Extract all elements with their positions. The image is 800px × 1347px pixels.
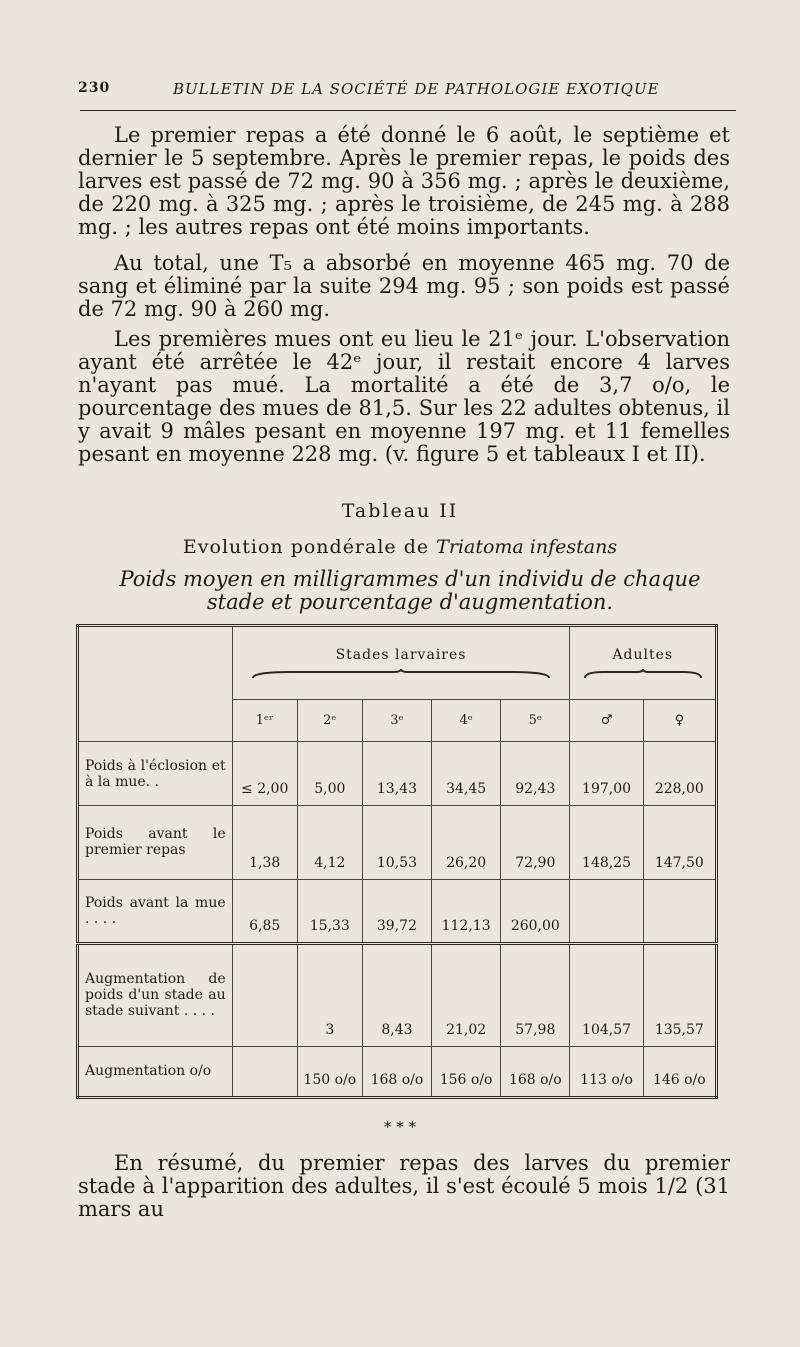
table-cell: 197,00 [570, 742, 643, 806]
col-stage-1: 1ᵉʳ [232, 700, 297, 742]
header-rule [80, 110, 736, 111]
corner-cell [78, 626, 233, 742]
brace-adults [583, 669, 703, 679]
table-cell: 10,53 [362, 805, 431, 879]
table-row [78, 879, 717, 943]
table-cell: 1,38 [232, 805, 297, 879]
brace-larvae [251, 669, 551, 679]
table-cell: 168 o/o [362, 1046, 431, 1097]
col-male: ♂ [570, 700, 643, 742]
col-stage-5: 5ᵉ [501, 700, 570, 742]
table-cell: 57,98 [501, 943, 570, 1046]
table-cell: 4,12 [297, 805, 362, 879]
adults-header [570, 626, 717, 700]
paragraph-4: En résumé, du premier repas des larves du premier stade à l'apparition des adultes, il s'est écoulé 5 mois 1/2 (31 mars au [78, 1151, 730, 1221]
table-cell: 3 [297, 943, 362, 1046]
table-cell: 150 o/o [297, 1046, 362, 1097]
table-cell: 135,57 [643, 943, 716, 1046]
table-cell: 39,72 [362, 879, 431, 943]
paragraph-3: Les premières mues ont eu lieu le 21ᵉ jour. L'observation ayant été arrêtée le 42ᵉ jour, il restait encore 4 larves n'ayant pas mué. La mortalité a été de 3,7 o/o, le pourcentage des mues de 81,5. Sur les 22 adultes obtenus, il y avait 9 mâles pesant en moyenne 197 mg. et 11 femelles pesant en moyenne 228 mg. (v. figure 5 et tableaux I et II). [78, 327, 730, 466]
row-label: Augmentation o/o [78, 1046, 233, 1097]
table-cell: ≤ 2,00 [232, 742, 297, 806]
col-stage-3: 3ᵉ [362, 700, 431, 742]
col-stage-2: 2ᵉ [297, 700, 362, 742]
table-cell: 112,13 [432, 879, 501, 943]
row-label: Poids avant le premier repas [78, 805, 233, 879]
table-cell: 26,20 [432, 805, 501, 879]
table-cell: 6,85 [232, 879, 297, 943]
col-stage-4: 4ᵉ [432, 700, 501, 742]
table-cell: 228,00 [643, 742, 716, 806]
table-row [78, 1046, 717, 1097]
row-label: Poids avant la mue . . . . [78, 879, 233, 943]
table-cell: 260,00 [501, 879, 570, 943]
table-cell: 147,50 [643, 805, 716, 879]
section-mark: * * * [383, 1118, 417, 1136]
table-cell: 15,33 [297, 879, 362, 943]
page-number: 230 [78, 80, 111, 96]
table-row [78, 943, 717, 1046]
table-cell: 168 o/o [501, 1046, 570, 1097]
table-cell: 92,43 [501, 742, 570, 806]
table-cell [232, 943, 297, 1046]
table-cell: 8,43 [362, 943, 431, 1046]
species-name: Triatoma infestans [436, 536, 618, 558]
running-header [78, 80, 738, 108]
col-female: ♀ [643, 700, 716, 742]
row-label: Augmentation de poids d'un stade au stade suivant . . . . [78, 943, 233, 1046]
table-cell: 156 o/o [432, 1046, 501, 1097]
table-row [78, 742, 717, 806]
table-subtitle-prefix: Evolution pondérale de [182, 536, 430, 558]
journal-title: BULLETIN DE LA SOCIÉTÉ DE PATHOLOGIE EXOTIQUE [173, 80, 660, 98]
larval-stages-label: Stades larvaires [335, 647, 467, 664]
table-cell: 72,90 [501, 805, 570, 879]
table-cell: 13,43 [362, 742, 431, 806]
row-label: Poids à l'éclosion et à la mue. . [78, 742, 233, 806]
table-cell: 104,57 [570, 943, 643, 1046]
paragraph-2: Au total, une T₅ a absorbé en moyenne 465 mg. 70 de sang et éliminé par la suite 294 mg. 95 ; son poids est passé de 72 mg. 90 à 260 mg. [78, 251, 730, 321]
table-cell: 21,02 [432, 943, 501, 1046]
table-cell: 148,25 [570, 805, 643, 879]
table-title: Tableau II [341, 500, 459, 522]
table-cell: 5,00 [297, 742, 362, 806]
paragraph-1: Le premier repas a été donné le 6 août, le septième et dernier le 5 septembre. Après le premier repas, le poids des larves est passé de 72 mg. 90 à 356 mg. ; après le deuxième, de 220 mg. à 325 mg. ; après le troisième, de 245 mg. à 288 mg. ; les autres repas ont été moins importants. [78, 123, 730, 239]
weight-table [76, 624, 718, 1099]
adults-label: Adultes [612, 647, 674, 664]
table-cell [643, 879, 716, 943]
table-cell: 113 o/o [570, 1046, 643, 1097]
table-row [78, 805, 717, 879]
table-cell [232, 1046, 297, 1097]
table-cell: 34,45 [432, 742, 501, 806]
table-cell [570, 879, 643, 943]
table-subtitle [0, 536, 800, 558]
table-cell: 146 o/o [643, 1046, 716, 1097]
table-caption: Poids moyen en milligrammes d'un individu de chaque stade et pourcentage d'augmentation. [119, 567, 701, 614]
larval-stages-header [232, 626, 570, 700]
